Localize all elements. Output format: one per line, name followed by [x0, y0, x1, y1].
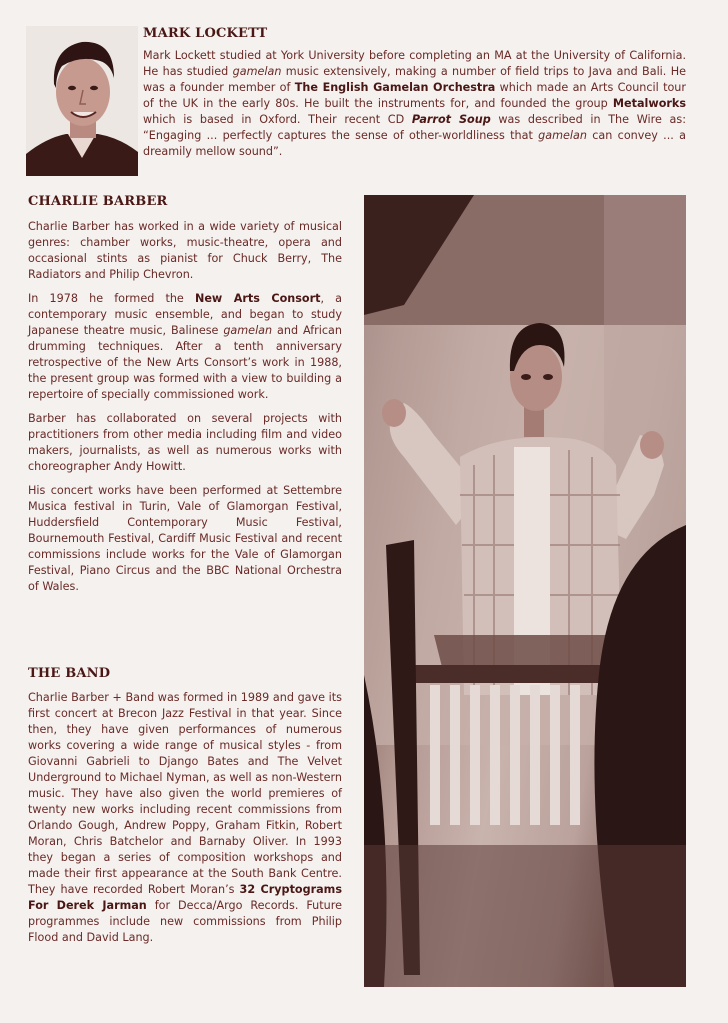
the-band-section: [28, 666, 342, 946]
barber-paragraph-4: His concert works have been performed at Settembre Musica festival in Turin, Vale of Glamorgan Festival, Huddersfield Contemporary Music Festival, Bournemouth Festival, Cardiff Music Festival and recent commissions include works for the Vale of Glamorgan Festival, Piano Circus and the BBC National Orchestra of Wales.: [28, 484, 342, 593]
mark-lockett-bio: Mark Lockett studied at York University before completing an MA at the University of California. He has studied gamelan music extensively, making a number of field trips to Java and Bali. He was a founder member of The English Gamelan Orchestra which made an Arts Council tour of the UK in the early 80s. He built the instruments for, and founded the group Metalworks which is based in Oxford. Their recent CD Parrot Soup was described in The Wire as: “Engaging ... perfectly captures the sense of other-worldliness that gamelan can convey ... a dreamily mellow sound”.: [143, 49, 687, 158]
mark-lockett-portrait: [26, 26, 138, 176]
barber-paragraph-2: In 1978 he formed the New Arts Consort, a contemporary music ensemble, and began to study Japanese theatre music, Balinese gamelan and African drumming techniques. After a tenth anniversary retrospective of the New Arts Consort’s work in 1988, the present group was formed with a view to building a repertoire of specially commissioned work.: [28, 292, 343, 401]
the-band-heading: THE BAND: [28, 666, 111, 681]
charlie-barber-section: [28, 194, 342, 603]
band-paragraph: Charlie Barber + Band was formed in 1989 and gave its first concert at Brecon Jazz Festival in that year. Since then, they have given performances of numerous works covering a wide range of musical styles - from Giovanni Gabrieli to Django Bates and The Velvet Underground to Michael Nyman, as well as non-Western music. They have also given the world premieres of twenty new works including recent commissions from Orlando Gough, Andrew Poppy, Graham Fitkin, Robert Moran, Chris Batchelor and Barnaby Oliver. In 1993 they began a series of composition workshops and made their first appearance at the South Bank Centre. They have recorded Robert Moran’s 32 Cryptograms For Derek Jarman for Decca/Argo Records. Future programmes include new commissions from Philip Flood and David Lang.: [28, 691, 342, 944]
barber-paragraph-3: Barber has collaborated on several projects with practitioners from other media including film and video makers, journalists, as well as numerous works with choreographer Andy Howitt.: [28, 412, 342, 473]
charlie-barber-conducting-photo: [364, 195, 686, 987]
mark-lockett-heading: MARK LOCKETT: [143, 26, 268, 41]
barber-paragraph-1: Charlie Barber has worked in a wide variety of musical genres: chamber works, music-theatre, opera and occasional stints as pianist for Chuck Berry, The Radiators and Philip Chevron.: [28, 220, 342, 281]
mark-lockett-section: [143, 26, 686, 160]
charlie-barber-heading: CHARLIE BARBER: [28, 194, 168, 209]
